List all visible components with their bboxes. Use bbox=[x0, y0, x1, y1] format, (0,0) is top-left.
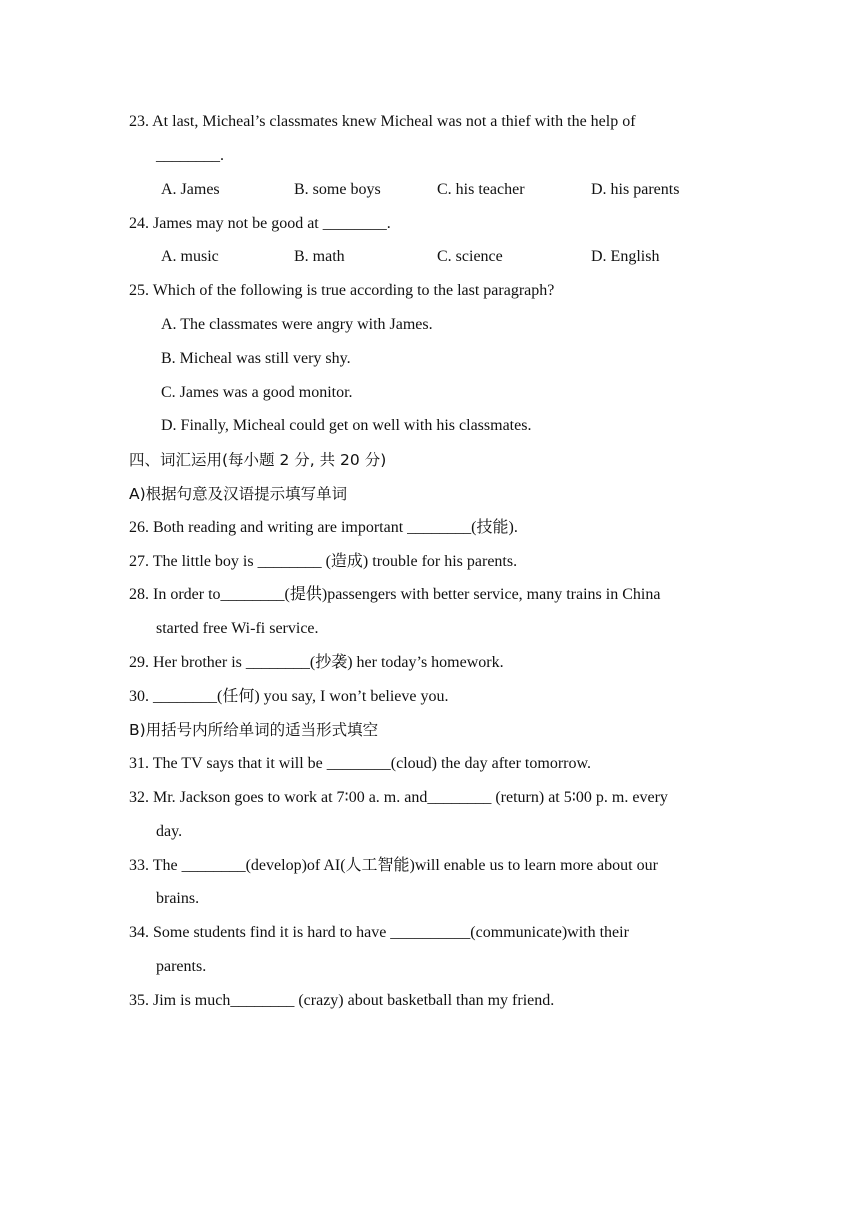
question-24-option-a: A. music bbox=[161, 248, 219, 265]
question-26: 26. Both reading and writing are important ________(技能). bbox=[129, 519, 518, 536]
question-23-option-c: C. his teacher bbox=[437, 181, 525, 198]
question-30: 30. ________(任何) you say, I won’t believe you. bbox=[129, 688, 449, 705]
part-a-heading: A)根据句意及汉语提示填写单词 bbox=[129, 485, 348, 503]
question-32-continued: day. bbox=[156, 823, 183, 840]
question-25-option-d: D. Finally, Micheal could get on well with his classmates. bbox=[161, 417, 532, 434]
question-24-option-b: B. math bbox=[294, 248, 345, 265]
question-33: 33. The ________(develop)of AI(人工智能)will enable us to learn more about our bbox=[129, 857, 658, 874]
question-25-stem: 25. Which of the following is true according to the last paragraph? bbox=[129, 282, 555, 299]
question-24-option-d: D. English bbox=[591, 248, 660, 265]
section-4-heading: 四、词汇运用(每小题 2 分, 共 20 分) bbox=[129, 451, 387, 469]
question-28: 28. In order to________(提供)passengers with better service, many trains in China bbox=[129, 586, 661, 603]
question-23-option-a: A. James bbox=[161, 181, 220, 198]
question-31: 31. The TV says that it will be ________(cloud) the day after tomorrow. bbox=[129, 755, 591, 772]
question-25-option-a: A. The classmates were angry with James. bbox=[161, 316, 433, 333]
question-23-option-b: B. some boys bbox=[294, 181, 381, 198]
question-23-stem-continued: ________. bbox=[156, 147, 224, 164]
question-24-stem: 24. James may not be good at ________. bbox=[129, 215, 391, 232]
question-34: 34. Some students find it is hard to have __________(communicate)with their bbox=[129, 924, 629, 941]
question-33-continued: brains. bbox=[156, 890, 200, 907]
question-25-option-b: B. Micheal was still very shy. bbox=[161, 350, 351, 367]
part-b-heading: B)用括号内所给单词的适当形式填空 bbox=[129, 721, 379, 739]
question-35: 35. Jim is much________ (crazy) about basketball than my friend. bbox=[129, 992, 555, 1009]
question-25-option-c: C. James was a good monitor. bbox=[161, 384, 353, 401]
question-29: 29. Her brother is ________(抄袭) her today’s homework. bbox=[129, 654, 504, 671]
question-23-stem: 23. At last, Micheal’s classmates knew Micheal was not a thief with the help of bbox=[129, 113, 636, 130]
question-32: 32. Mr. Jackson goes to work at 7∶00 a. m. and________ (return) at 5∶00 p. m. every bbox=[129, 789, 668, 806]
question-23-option-d: D. his parents bbox=[591, 181, 680, 198]
question-28-continued: started free Wi-fi service. bbox=[156, 620, 319, 637]
question-27: 27. The little boy is ________ (造成) trouble for his parents. bbox=[129, 553, 518, 570]
question-34-continued: parents. bbox=[156, 958, 207, 975]
question-24-option-c: C. science bbox=[437, 248, 503, 265]
